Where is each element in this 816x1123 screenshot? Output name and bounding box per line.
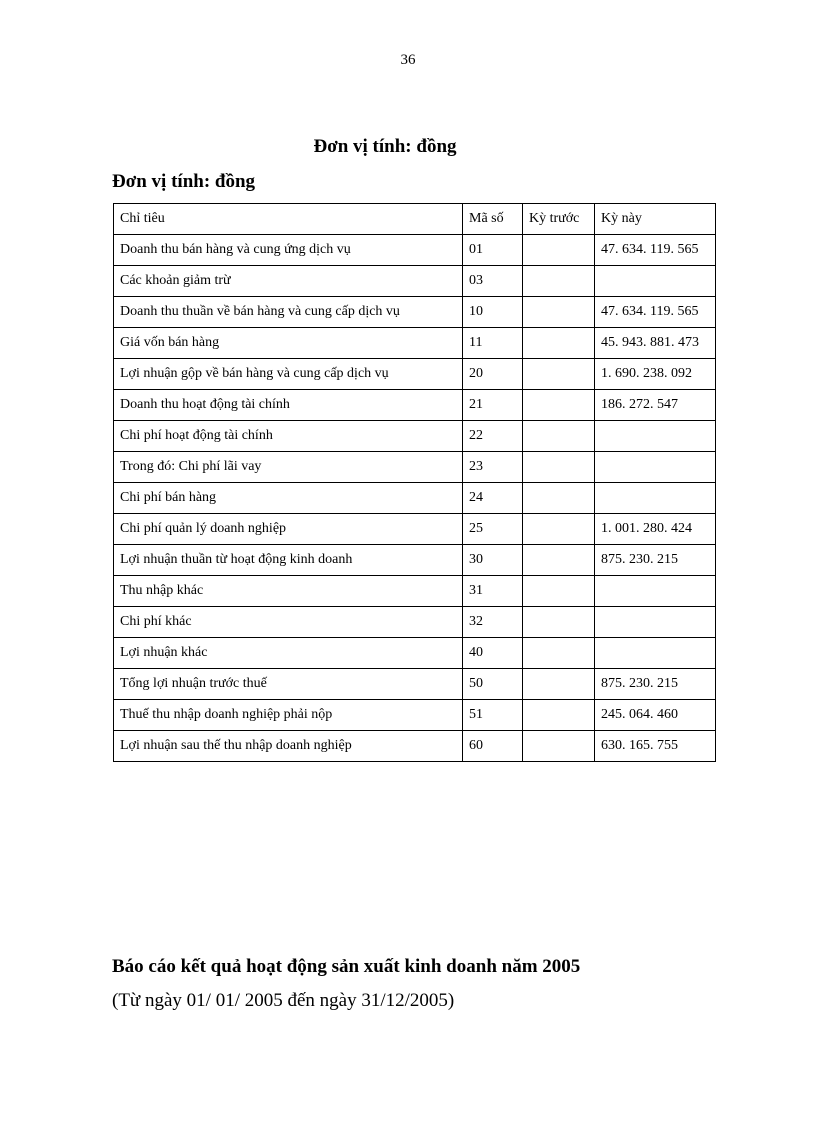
row-previous-period <box>523 638 595 669</box>
row-current-period: 630. 165. 755 <box>595 731 716 762</box>
row-code: 03 <box>463 266 523 297</box>
row-current-period <box>595 607 716 638</box>
table-row <box>114 700 716 731</box>
row-indicator: Chi phí khác <box>114 607 463 638</box>
row-code: 01 <box>463 235 523 266</box>
row-previous-period <box>523 328 595 359</box>
table-row <box>114 359 716 390</box>
row-code: 22 <box>463 421 523 452</box>
table-row <box>114 607 716 638</box>
header-indicator: Chỉ tiêu <box>114 204 463 235</box>
row-code: 23 <box>463 452 523 483</box>
unit-heading-left: Đơn vị tính: đồng <box>112 171 256 192</box>
row-indicator: Doanh thu hoạt động tài chính <box>114 390 463 421</box>
row-previous-period <box>523 514 595 545</box>
row-current-period <box>595 266 716 297</box>
row-current-period: 186. 272. 547 <box>595 390 716 421</box>
row-code: 21 <box>463 390 523 421</box>
row-indicator: Tổng lợi nhuận trước thuế <box>114 669 463 700</box>
row-code: 30 <box>463 545 523 576</box>
row-code: 31 <box>463 576 523 607</box>
row-code: 40 <box>463 638 523 669</box>
income-statement-table <box>113 203 716 762</box>
row-current-period: 1. 690. 238. 092 <box>595 359 716 390</box>
row-current-period <box>595 452 716 483</box>
row-previous-period <box>523 421 595 452</box>
row-indicator: Thu nhập khác <box>114 576 463 607</box>
row-indicator: Lợi nhuận thuần từ hoạt động kinh doanh <box>114 545 463 576</box>
row-indicator: Chi phí quản lý doanh nghiệp <box>114 514 463 545</box>
row-current-period: 875. 230. 215 <box>595 669 716 700</box>
header-code: Mã số <box>463 204 523 235</box>
table-row <box>114 421 716 452</box>
row-previous-period <box>523 669 595 700</box>
row-previous-period <box>523 297 595 328</box>
row-previous-period <box>523 731 595 762</box>
row-previous-period <box>523 483 595 514</box>
row-indicator: Lợi nhuận sau thế thu nhập doanh nghiệp <box>114 731 463 762</box>
row-indicator: Thuế thu nhập doanh nghiệp phải nộp <box>114 700 463 731</box>
header-previous-period: Kỳ trước <box>523 204 595 235</box>
table-row <box>114 731 716 762</box>
row-indicator: Chi phí bán hàng <box>114 483 463 514</box>
row-code: 11 <box>463 328 523 359</box>
row-previous-period <box>523 390 595 421</box>
row-previous-period <box>523 607 595 638</box>
page-number: 36 <box>400 52 416 68</box>
row-previous-period <box>523 700 595 731</box>
row-code: 20 <box>463 359 523 390</box>
row-indicator: Giá vốn bán hàng <box>114 328 463 359</box>
row-previous-period <box>523 545 595 576</box>
row-indicator: Doanh thu bán hàng và cung ứng dịch vụ <box>114 235 463 266</box>
row-code: 10 <box>463 297 523 328</box>
table-row <box>114 483 716 514</box>
row-code: 60 <box>463 731 523 762</box>
row-current-period <box>595 483 716 514</box>
header-current-period: Kỳ này <box>595 204 716 235</box>
row-code: 25 <box>463 514 523 545</box>
table-row <box>114 266 716 297</box>
row-indicator: Doanh thu thuần về bán hàng và cung cấp dịch vụ <box>114 297 463 328</box>
row-indicator: Chi phí hoạt động tài chính <box>114 421 463 452</box>
table-header-row <box>114 204 716 235</box>
row-indicator: Lợi nhuận khác <box>114 638 463 669</box>
table-row <box>114 390 716 421</box>
table-row <box>114 514 716 545</box>
table-row <box>114 669 716 700</box>
table-row <box>114 545 716 576</box>
row-code: 32 <box>463 607 523 638</box>
unit-heading-center: Đơn vị tính: đồng <box>313 136 457 157</box>
row-code: 51 <box>463 700 523 731</box>
row-previous-period <box>523 452 595 483</box>
row-indicator: Lợi nhuận gộp về bán hàng và cung cấp dịch vụ <box>114 359 463 390</box>
row-current-period <box>595 576 716 607</box>
row-previous-period <box>523 266 595 297</box>
table-row <box>114 576 716 607</box>
row-indicator: Trong đó: Chi phí lãi vay <box>114 452 463 483</box>
table-row <box>114 328 716 359</box>
table-row <box>114 297 716 328</box>
row-current-period: 245. 064. 460 <box>595 700 716 731</box>
row-previous-period <box>523 235 595 266</box>
row-current-period: 1. 001. 280. 424 <box>595 514 716 545</box>
row-code: 50 <box>463 669 523 700</box>
row-current-period: 47. 634. 119. 565 <box>595 235 716 266</box>
row-indicator: Các khoản giảm trừ <box>114 266 463 297</box>
table-row <box>114 452 716 483</box>
table-row <box>114 235 716 266</box>
row-current-period: 875. 230. 215 <box>595 545 716 576</box>
row-current-period: 47. 634. 119. 565 <box>595 297 716 328</box>
row-current-period <box>595 421 716 452</box>
row-previous-period <box>523 576 595 607</box>
table-row <box>114 638 716 669</box>
row-previous-period <box>523 359 595 390</box>
row-code: 24 <box>463 483 523 514</box>
row-current-period: 45. 943. 881. 473 <box>595 328 716 359</box>
report-title: Báo cáo kết quả hoạt động sản xuất kinh doanh năm 2005 <box>112 956 581 977</box>
report-period: (Từ ngày 01/ 01/ 2005 đến ngày 31/12/2005) <box>112 990 455 1011</box>
row-current-period <box>595 638 716 669</box>
